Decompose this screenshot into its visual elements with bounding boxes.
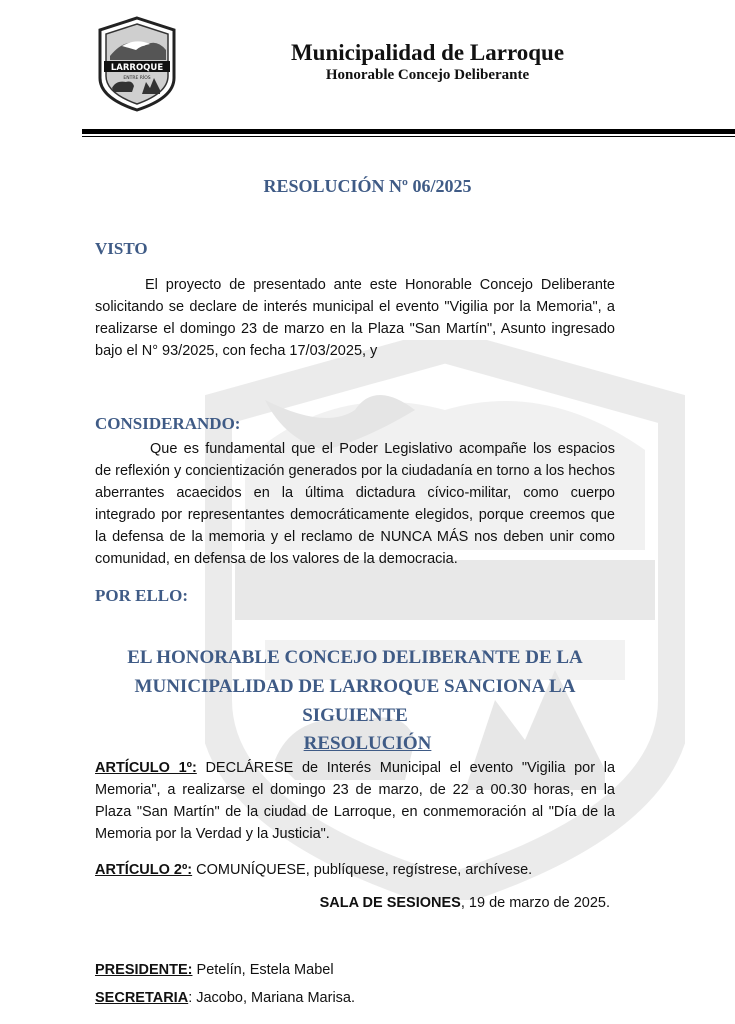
crest-sublabel: ENTRE RÍOS xyxy=(123,76,151,81)
resolucion-heading xyxy=(0,733,735,755)
article-1-text: DECLÁRESE de Interés Municipal el evento "Vigilia por la Memoria", a realizarse el domingo 23 de marzo, de 22 a 00.30 horas, en la Plaza "San Martín" de la ciudad de Larroque, en conmemoración al "Día de la Memoria por la Verdad y la Justicia". xyxy=(95,760,616,842)
visto-heading: VISTO xyxy=(95,239,148,258)
resolution-title: RESOLUCIÓN Nº 06/2025 xyxy=(263,176,472,196)
considerando-paragraph: Que es fundamental que el Poder Legislativo acompañe los espacios de reflexión y concientización generados por la ciudadanía en torno a los hechos aberrantes acaecidos en la última dictadura cívico-militar, como cuerpo integrado por representantes democráticamente elegidos, porque creemos que la defensa de la memoria y el reclamo de NUNCA MÁS nos deben unir como comunidad, en defensa de los valores de la democracia. xyxy=(95,441,615,567)
presidente-label: PRESIDENTE: xyxy=(95,962,193,978)
presidente-name: Petelín, Estela Mabel xyxy=(192,962,334,978)
header-subtitle: Honorable Concejo Deliberante xyxy=(325,67,530,83)
article-2 xyxy=(95,859,615,881)
sala-date: , 19 de marzo de 2025. xyxy=(460,895,610,911)
secretaria-label: SECRETARIA xyxy=(95,990,189,1006)
sanciona-statement: EL HONORABLE CONCEJO DELIBERANTE DE LA MUNICIPALIDAD DE LARROQUE SANCIONA LA SIGUIENTE xyxy=(127,647,583,726)
sala-label: SALA DE SESIONES xyxy=(319,895,461,911)
crest-label: LARROQUE xyxy=(110,63,164,73)
article-2-text: COMUNÍQUESE, publíquese, regístrese, archívese. xyxy=(192,862,533,878)
signature-secretaria xyxy=(95,990,355,1006)
article-1 xyxy=(95,757,615,845)
article-1-label: ARTÍCULO 1º: xyxy=(95,760,197,776)
visto-paragraph: El proyecto de presentado ante este Honorable Concejo Deliberante solicitando se declare de interés municipal el evento "Vigilia por la Memoria", a realizarse el domingo 23 de marzo en la Plaza "San Martín", Asunto ingresado bajo el N° 93/2025, con fecha 17/03/2025, y xyxy=(95,277,615,359)
header-divider-thin xyxy=(82,136,735,137)
header-title: Municipalidad de Larroque xyxy=(290,40,565,65)
article-2-label: ARTÍCULO 2º: xyxy=(95,862,193,878)
header-divider-thick xyxy=(82,129,735,134)
secretaria-name: : Jacobo, Mariana Marisa. xyxy=(188,990,356,1006)
considerando-heading: CONSIDERANDO: xyxy=(95,414,241,433)
signature-presidente xyxy=(95,962,334,978)
sala-de-sesiones xyxy=(0,895,610,911)
resolucion-heading-text: RESOLUCIÓN xyxy=(303,733,432,754)
por-ello-heading: POR ELLO: xyxy=(95,586,189,605)
